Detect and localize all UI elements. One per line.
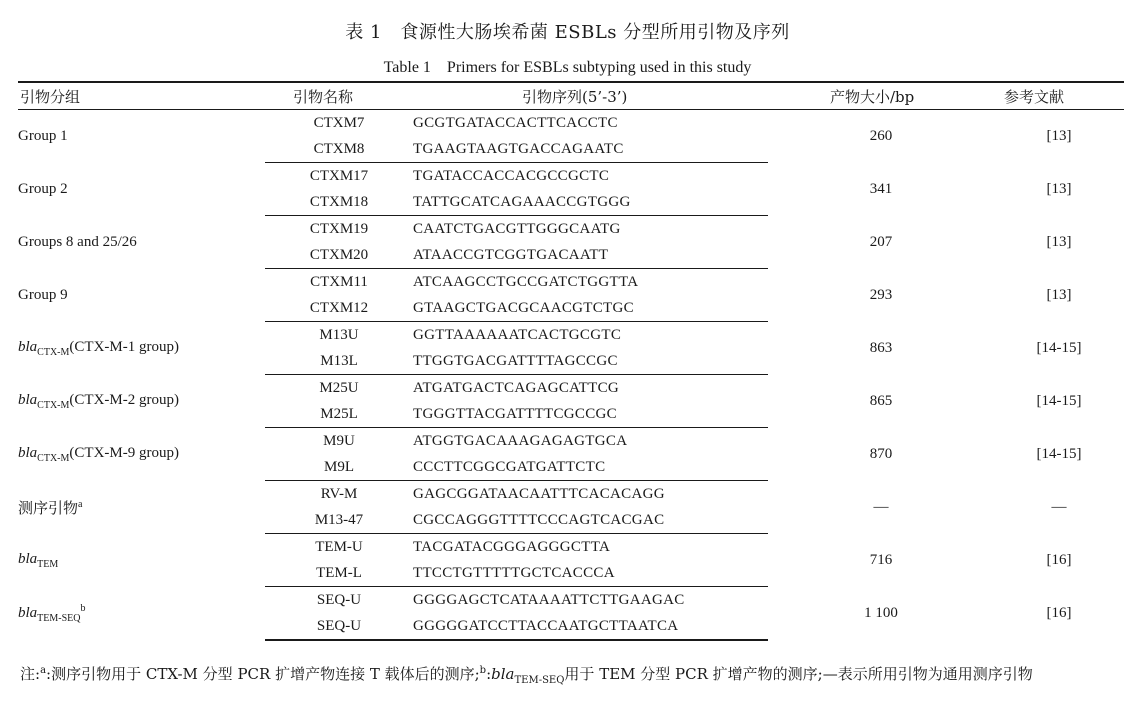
- primer-name-cell: TEM-U: [315, 538, 363, 555]
- primer-sequence-cell: GTAAGCTGACGCAACGTCTGC: [413, 295, 768, 322]
- primer-name-cell: SEQ-U: [265, 613, 413, 640]
- product-size-cell: 207: [869, 233, 893, 250]
- table-row: [18, 375, 1124, 402]
- primer-sequence-cell: GGTTAAAAAATCACTGCGTC: [413, 326, 622, 343]
- table-row: [18, 587, 1124, 614]
- table-row: [18, 163, 1124, 190]
- primer-name-cell: M25L: [265, 401, 413, 428]
- reference-cell: —: [1051, 498, 1067, 515]
- primer-name-cell: CTXM17: [309, 167, 369, 184]
- product-size-cell: 293: [869, 286, 893, 303]
- primer-table: [18, 110, 1124, 641]
- reference-cell: [14-15]: [1036, 339, 1082, 356]
- product-size-cell: 863: [869, 339, 893, 356]
- table-row: [18, 322, 1124, 349]
- primer-name-cell: CTXM12: [265, 295, 413, 322]
- reference-cell: [14-15]: [1036, 445, 1082, 462]
- primer-name-cell: M9U: [323, 432, 355, 449]
- primer-name-cell: CTXM20: [265, 242, 413, 269]
- primer-sequence-cell: TGATACCACCACGCCGCTC: [413, 167, 610, 184]
- primer-sequence-cell: TATTGCATCAGAAACCGTGGG: [413, 189, 768, 216]
- header-product-size: 产物大小/bp: [830, 88, 915, 106]
- primer-name-cell: CTXM11: [310, 273, 368, 290]
- header-group: 引物分组: [20, 88, 81, 106]
- primer-sequence-cell: TACGATACGGGAGGGCTTA: [413, 538, 611, 555]
- primer-group-cell: 测序引物$^a$: [18, 498, 83, 517]
- primer-sequence-cell: TGAAGTAAGTGACCAGAATC: [413, 136, 768, 163]
- reference-cell: [13]: [1046, 233, 1072, 250]
- header-sequence: 引物序列(5’-3’): [522, 88, 628, 106]
- table-row: [18, 110, 1124, 136]
- header-reference: 参考文献: [1004, 88, 1065, 106]
- primer-sequence-cell: CAATCTGACGTTGGGCAATG: [413, 220, 621, 237]
- primer-sequence-cell: ATAACCGTCGGTGACAATT: [413, 242, 768, 269]
- reference-cell: [13]: [1046, 127, 1072, 144]
- primer-sequence-cell: TTGGTGACGATTTTAGCCGC: [413, 348, 768, 375]
- table-row: [18, 269, 1124, 296]
- primer-group-cell: Group 1: [18, 127, 68, 144]
- product-size-cell: —: [873, 498, 889, 515]
- primer-name-cell: M13L: [265, 348, 413, 375]
- primer-group-cell: bla$_{CTX-M}$(CTX-M-1 group): [18, 338, 179, 358]
- table-row: [18, 216, 1124, 243]
- table-caption-cn: 表 1 食源性大肠埃希菌 ESBLs 分型所用引物及序列: [345, 22, 790, 43]
- primer-name-cell: RV-M: [320, 485, 358, 502]
- reference-cell: [14-15]: [1036, 392, 1082, 409]
- table-footnote: 注:$^a$:测序引物用于 CTX-M 分型 PCR 扩增产物连接 T 载体后的测序;$^b$:bla$_{TEM-SEQ}$用于 TEM 分型 PCR 扩增产物的测序;—表示所用引物为通用测序引物: [20, 665, 1033, 686]
- primer-group-cell: Group 2: [18, 180, 68, 197]
- primer-sequence-cell: GGGGAGCTCATAAAATTCTTGAAGAC: [413, 591, 685, 608]
- table-header: [0, 84, 1135, 110]
- primer-name-cell: CTXM7: [313, 114, 365, 131]
- primer-sequence-cell: TTCCTGTTTTTGCTCACCCA: [413, 560, 768, 587]
- primer-sequence-cell: GGGGGATCCTTACCAATGCTTAATCA: [413, 613, 768, 640]
- primer-name-cell: M9L: [265, 454, 413, 481]
- product-size-cell: 865: [869, 392, 893, 409]
- table-row: [18, 534, 1124, 561]
- reference-cell: [13]: [1046, 180, 1072, 197]
- product-size-cell: 260: [869, 127, 893, 144]
- primer-sequence-cell: ATCAAGCCTGCCGATCTGGTTA: [413, 273, 639, 290]
- table-row: [18, 428, 1124, 455]
- reference-cell: [16]: [1046, 551, 1072, 568]
- primer-group-cell: bla$_{CTX-M}$(CTX-M-2 group): [18, 391, 179, 411]
- reference-cell: [16]: [1046, 604, 1072, 621]
- primer-sequence-cell: ATGGTGACAAAGAGAGTGCA: [413, 432, 628, 449]
- primer-sequence-cell: GCGTGATACCACTTCACCTC: [413, 114, 618, 131]
- product-size-cell: 1 100: [864, 604, 898, 621]
- primer-group-cell: Group 9: [18, 286, 68, 303]
- primer-group-cell: bla$_{TEM}$: [18, 550, 59, 570]
- primer-sequence-cell: GAGCGGATAACAATTTCACACAGG: [413, 485, 665, 502]
- product-size-cell: 716: [869, 551, 893, 568]
- primer-sequence-cell: ATGATGACTCAGAGCATTCG: [413, 379, 620, 396]
- top-rule: [18, 81, 1124, 83]
- table-row: [18, 481, 1124, 508]
- primer-name-cell: CTXM19: [309, 220, 369, 237]
- header-primer-name: 引物名称: [293, 88, 354, 106]
- primer-sequence-cell: TGGGTTACGATTTTCGCCGC: [413, 401, 768, 428]
- primer-name-cell: TEM-L: [265, 560, 413, 587]
- reference-cell: [13]: [1046, 286, 1072, 303]
- primer-group-cell: bla$_{TEM-SEQ}^b$: [18, 602, 86, 624]
- product-size-cell: 870: [869, 445, 893, 462]
- primer-name-cell: M25U: [319, 379, 359, 396]
- primer-name-cell: M13U: [319, 326, 359, 343]
- primer-sequence-cell: CGCCAGGGTTTTCCCAGTCACGAC: [413, 507, 768, 534]
- product-size-cell: 341: [869, 180, 893, 197]
- primer-group-cell: Groups 8 and 25/26: [18, 233, 137, 250]
- primer-sequence-cell: CCCTTCGGCGATGATTCTC: [413, 454, 768, 481]
- primer-name-cell: CTXM8: [265, 136, 413, 163]
- primer-group-cell: bla$_{CTX-M}$(CTX-M-9 group): [18, 444, 179, 464]
- table-caption-en: Table 1 Primers for ESBLs subtyping used in this study: [383, 59, 752, 76]
- primer-name-cell: CTXM18: [265, 189, 413, 216]
- primer-name-cell: SEQ-U: [316, 591, 362, 608]
- primer-name-cell: M13-47: [265, 507, 413, 534]
